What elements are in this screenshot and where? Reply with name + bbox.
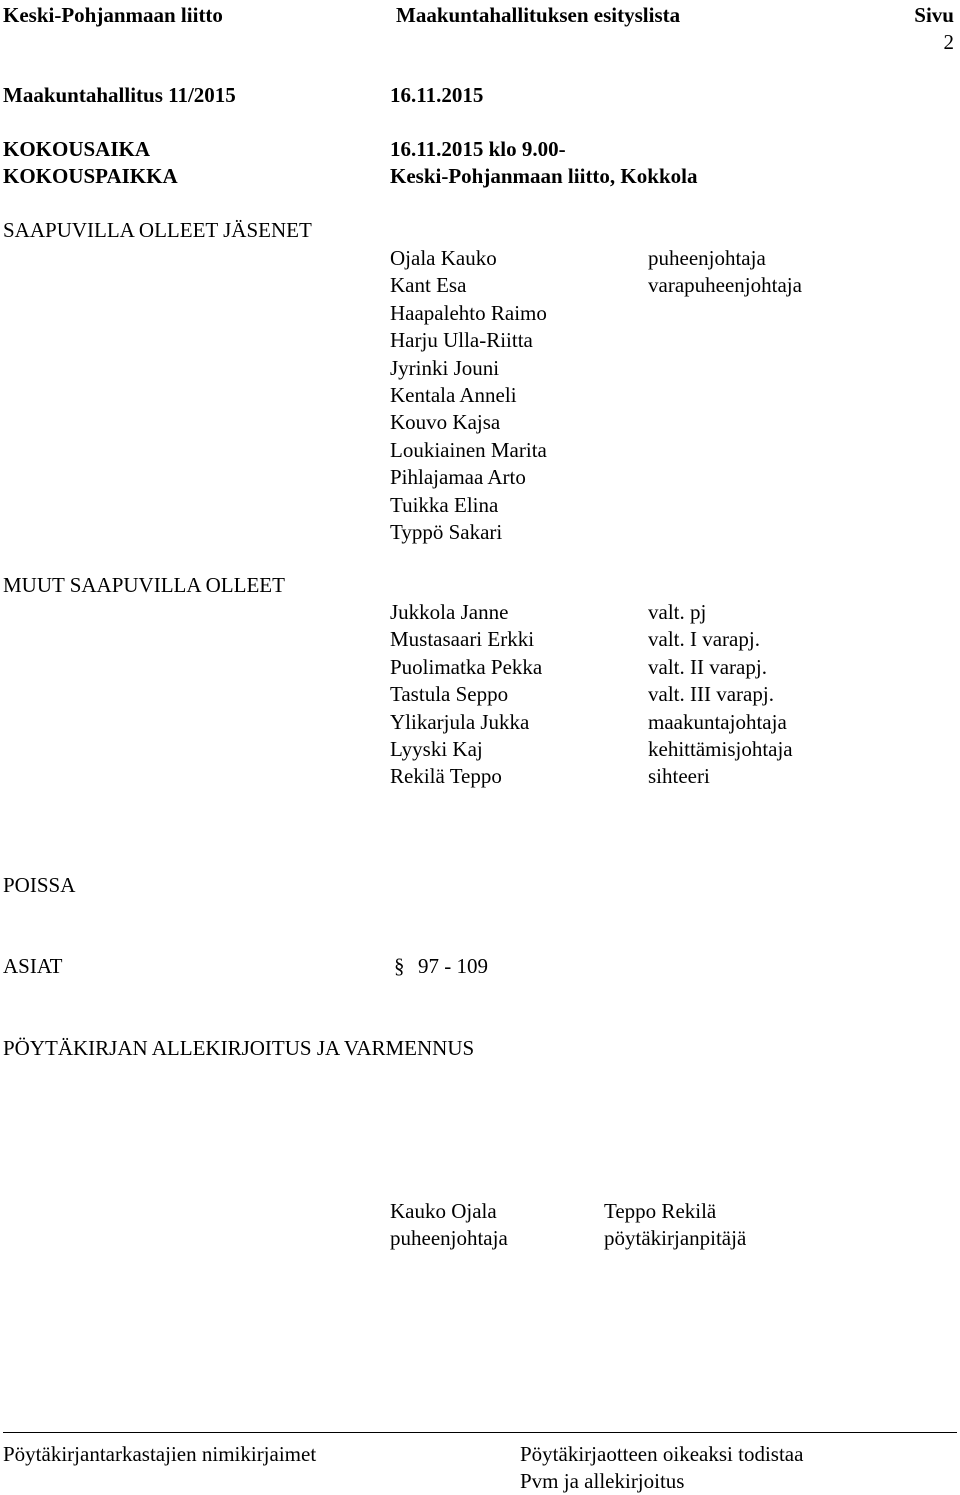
- person-name: Tuikka Elina: [390, 492, 499, 517]
- person-name: Harju Ulla-Riitta: [390, 328, 533, 353]
- header-doc-title: Maakuntahallituksen esityslista: [396, 3, 681, 27]
- person-role: varapuheenjohtaja: [648, 273, 802, 298]
- person-name: Jukkola Janne: [390, 600, 509, 624]
- footer-certify-label: Pöytäkirjaotteen oikeaksi todistaa: [520, 1442, 804, 1466]
- meeting-place-label: KOKOUSPAIKKA: [3, 164, 178, 188]
- person-name: Loukiainen Marita: [390, 437, 547, 462]
- absent-label: POISSA: [3, 873, 76, 897]
- present-members-label: SAAPUVILLA OLLEET JÄSENET: [3, 218, 312, 242]
- other-present-label: MUUT SAAPUVILLA OLLEET: [3, 573, 285, 597]
- person-name: Tastula Seppo: [390, 682, 509, 707]
- person-name: Kouvo Kajsa: [390, 410, 501, 435]
- signer-1-name: Kauko Ojala: [390, 1199, 497, 1223]
- footer-date-signature-label: Pvm ja allekirjoitus: [520, 1469, 685, 1493]
- footer-divider: [3, 1432, 957, 1433]
- header-page-label: Sivu: [914, 3, 954, 27]
- person-name: Puolimatka Pekka: [390, 654, 543, 679]
- meeting-date: 16.11.2015: [390, 83, 484, 107]
- person-name: Typpö Sakari: [390, 520, 503, 544]
- meeting-place-value: Keski-Pohjanmaan liitto, Kokkola: [390, 164, 698, 188]
- person-name: Kentala Anneli: [390, 383, 517, 407]
- person-name: Kant Esa: [390, 273, 467, 298]
- signer-2-title: pöytäkirjanpitäjä: [604, 1226, 747, 1250]
- signer-1-title: puheenjohtaja: [390, 1226, 508, 1250]
- person-role: valt. III varapj.: [648, 682, 774, 707]
- board-name: Maakuntahallitus 11/2015: [3, 83, 236, 107]
- meeting-time-label: KOKOUSAIKA: [3, 137, 151, 161]
- person-role: puheenjohtaja: [648, 246, 766, 270]
- person-name: Pihlajamaa Arto: [390, 465, 526, 490]
- meeting-time-value: 16.11.2015 klo 9.00-: [390, 137, 566, 161]
- person-role: maakuntajohtaja: [648, 709, 787, 734]
- header-org: Keski-Pohjanmaan liitto: [3, 3, 223, 27]
- person-role: sihteeri: [648, 764, 710, 789]
- person-role: valt. I varapj.: [648, 627, 760, 652]
- person-name: Jyrinki Jouni: [390, 355, 500, 380]
- footer-initials-label: Pöytäkirjantarkastajien nimikirjaimet: [3, 1442, 317, 1466]
- person-role: kehittämisjohtaja: [648, 737, 793, 761]
- person-role: valt. II varapj.: [648, 654, 767, 679]
- person-name: Mustasaari Erkki: [390, 627, 535, 652]
- signatures-label: PÖYTÄKIRJAN ALLEKIRJOITUS JA VARMENNUS: [3, 1036, 475, 1060]
- person-name: Rekilä Teppo: [390, 764, 502, 789]
- person-name: Ylikarjula Jukka: [390, 709, 530, 734]
- person-name: Ojala Kauko: [390, 246, 497, 270]
- person-name: Haapalehto Raimo: [390, 300, 547, 325]
- matters-range: 97 - 109: [418, 954, 488, 978]
- person-role: valt. pj: [648, 600, 707, 624]
- section-sign: §: [394, 954, 405, 978]
- signer-2-name: Teppo Rekilä: [604, 1199, 717, 1223]
- matters-label: ASIAT: [3, 954, 63, 978]
- person-name: Lyyski Kaj: [390, 737, 483, 761]
- header-page-number: 2: [943, 30, 954, 54]
